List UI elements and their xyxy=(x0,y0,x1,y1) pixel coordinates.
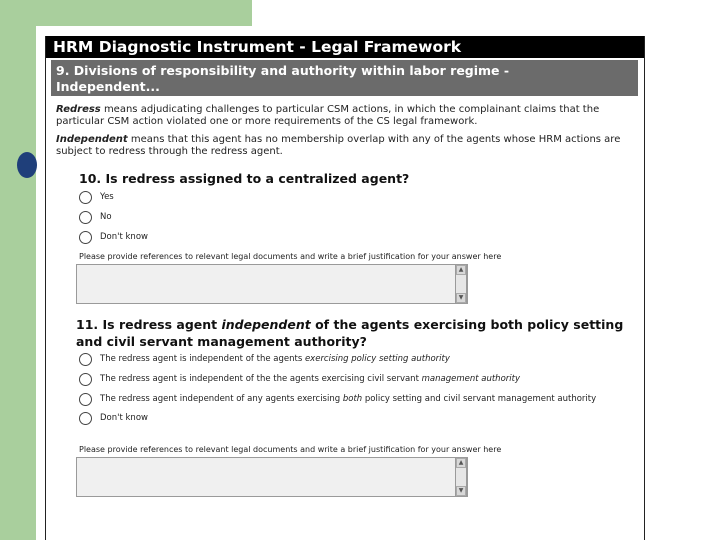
q11-option-dont-know[interactable] xyxy=(79,410,148,426)
q10-option-label: Don't know xyxy=(100,232,148,242)
radio-button[interactable] xyxy=(79,373,92,386)
q10-option-no[interactable] xyxy=(79,209,112,225)
q11-option-independent-both[interactable] xyxy=(79,391,596,407)
redress-text: means adjudicating challenges to particular CSM actions, in which the complainant claims that the particular CSM action violated one or more requirements of the CS legal framework. xyxy=(56,104,600,127)
q11-option-label: The redress agent is independent of the the agents exercising civil servant management authority xyxy=(100,374,520,384)
radio-button[interactable] xyxy=(79,412,92,425)
slide-green-sidebar xyxy=(0,0,36,540)
q11-justification-textarea[interactable] xyxy=(76,457,468,497)
q10-option-label: Yes xyxy=(100,192,114,202)
q10-justification-textarea[interactable] xyxy=(76,264,468,304)
q10-option-yes[interactable] xyxy=(79,189,114,205)
section-header-line2: Independent... xyxy=(56,79,160,94)
redress-definition xyxy=(56,104,636,128)
q11-option-label: The redress agent independent of any agents exercising both policy setting and civil servant management authority xyxy=(100,394,597,404)
section-header xyxy=(51,60,638,96)
radio-button[interactable] xyxy=(79,353,92,366)
q11-title-pre: 11. Is redress agent xyxy=(76,317,222,332)
slide-bullet-dot xyxy=(17,152,37,178)
radio-button[interactable] xyxy=(79,211,92,224)
q11-title-post: of the agents exercising both policy setting and civil servant management authority? xyxy=(76,317,624,349)
q11-option-label: Don't know xyxy=(100,413,148,423)
q11-option-independent-management[interactable] xyxy=(79,371,520,387)
survey-window xyxy=(45,36,645,540)
q10-title: 10. Is redress assigned to a centralized agent? xyxy=(79,171,410,186)
scroll-down-arrow-icon[interactable]: ▼ xyxy=(456,486,466,496)
radio-button[interactable] xyxy=(79,393,92,406)
q10-option-dont-know[interactable] xyxy=(79,229,148,245)
q11-option-label: The redress agent is independent of the agents exercising policy setting authority xyxy=(100,354,450,364)
q11-title xyxy=(76,316,641,350)
window-title: HRM Diagnostic Instrument - Legal Framework xyxy=(46,36,644,58)
radio-button[interactable] xyxy=(79,231,92,244)
redress-term: Redress xyxy=(56,104,101,115)
scroll-up-arrow-icon[interactable]: ▲ xyxy=(456,265,466,275)
slide-green-top-band xyxy=(36,0,252,26)
q10-option-label: No xyxy=(100,212,112,222)
q11-textarea-scrollbar[interactable] xyxy=(455,457,467,497)
definitions xyxy=(56,104,636,164)
scroll-up-arrow-icon[interactable]: ▲ xyxy=(456,458,466,468)
q10-justification-hint: Please provide references to relevant legal documents and write a brief justification for your answer here xyxy=(79,252,502,261)
scroll-down-arrow-icon[interactable]: ▼ xyxy=(456,293,466,303)
independent-text: means that this agent has no membership overlap with any of the agents whose HRM actions are subject to redress through the redress agent. xyxy=(56,134,621,157)
q10-textarea-scrollbar[interactable] xyxy=(455,264,467,304)
independent-definition xyxy=(56,134,636,158)
q11-option-independent-policy[interactable] xyxy=(79,351,450,367)
independent-term: Independent xyxy=(56,134,128,145)
section-header-line1: 9. Divisions of responsibility and authority within labor regime - xyxy=(56,63,510,78)
q11-justification-hint: Please provide references to relevant legal documents and write a brief justification for your answer here xyxy=(79,445,502,454)
q11-title-emphasis: independent xyxy=(221,317,311,332)
radio-button[interactable] xyxy=(79,191,92,204)
